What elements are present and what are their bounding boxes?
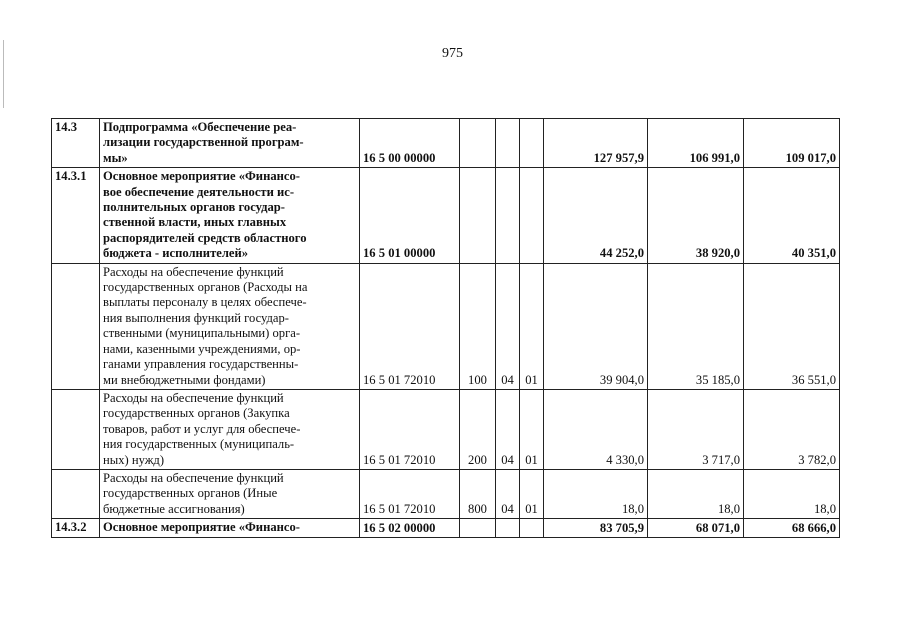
row-name-cell <box>100 469 360 518</box>
table-row <box>52 469 840 518</box>
row-name-line: Основное мероприятие «Финансо- <box>103 520 300 535</box>
row-pr-cell <box>520 519 544 538</box>
row-name-line: Подпрограмма «Обеспечение реа- <box>103 120 297 134</box>
row-name-line: государственных органов (Иные <box>103 486 278 501</box>
row-code-cell: 16 5 01 72010 <box>360 263 460 389</box>
row-value-3-cell: 109 017,0 <box>744 119 840 168</box>
row-name-line: Расходы на обеспечение функций <box>103 264 284 279</box>
row-name-line: ных) нужд) <box>103 452 165 467</box>
table-body <box>52 119 840 538</box>
row-rz-cell <box>496 519 520 538</box>
row-value-3-cell: 40 351,0 <box>744 168 840 263</box>
row-vr-cell <box>460 168 496 263</box>
row-value-3-cell: 68 666,0 <box>744 519 840 538</box>
row-name-line: бюджетные ассигнования) <box>103 501 245 516</box>
row-id-cell <box>52 469 100 518</box>
row-rz-cell: 04 <box>496 263 520 389</box>
row-name-line: ственными (муниципальными) орга- <box>103 326 301 341</box>
row-name-line: ния выполнения функций государ- <box>103 310 289 325</box>
row-vr-cell <box>460 119 496 168</box>
row-code-cell: 16 5 00 00000 <box>360 119 460 168</box>
row-name-line: Основное мероприятие «Финансо- <box>103 169 300 184</box>
row-pr-cell: 01 <box>520 469 544 518</box>
row-name-line: выплаты персоналу в целях обеспече- <box>103 295 307 310</box>
row-value-3-cell: 3 782,0 <box>744 389 840 469</box>
row-name-line: ния государственных (муниципаль- <box>103 437 295 452</box>
row-rz-cell <box>496 168 520 263</box>
page-number: 975 <box>442 46 463 61</box>
row-name-line: полнительных органов государ- <box>103 200 285 215</box>
row-value-3-cell: 18,0 <box>744 469 840 518</box>
row-name-line: ственной власти, иных главных <box>103 215 287 230</box>
row-value-1-cell: 4 330,0 <box>544 389 648 469</box>
row-name-cell <box>100 519 360 538</box>
row-name-line: государственных органов (Закупка <box>103 406 290 421</box>
row-name-line: нами, казенными учреждениями, ор- <box>103 341 301 356</box>
row-vr-cell: 200 <box>460 389 496 469</box>
row-name-cell <box>100 168 360 263</box>
row-name-line: Расходы на обеспечение функций <box>103 470 284 485</box>
row-name-cell <box>100 389 360 469</box>
row-value-3-cell: 36 551,0 <box>744 263 840 389</box>
row-name-line: бюджета - исполнителей» <box>103 246 249 261</box>
row-value-1-cell: 44 252,0 <box>544 168 648 263</box>
row-name-line: ганами управления государственны- <box>103 357 299 372</box>
row-value-2-cell: 68 071,0 <box>648 519 744 538</box>
table-row <box>52 119 840 168</box>
table-row <box>52 168 840 263</box>
row-name-line: распорядителей средств областного <box>103 230 307 245</box>
table-row <box>52 389 840 469</box>
row-name-line: лизации государственной програм- <box>103 135 304 150</box>
row-vr-cell: 100 <box>460 263 496 389</box>
row-name-line: мы» <box>103 150 128 165</box>
row-code-cell: 16 5 01 72010 <box>360 389 460 469</box>
row-value-2-cell: 106 991,0 <box>648 119 744 168</box>
row-value-2-cell: 35 185,0 <box>648 263 744 389</box>
row-rz-cell: 04 <box>496 469 520 518</box>
row-name-line: ми внебюджетными фондами) <box>103 372 266 387</box>
row-id-cell <box>52 389 100 469</box>
row-code-cell: 16 5 01 00000 <box>360 168 460 263</box>
row-value-2-cell: 38 920,0 <box>648 168 744 263</box>
row-rz-cell <box>496 119 520 168</box>
row-name-cell <box>100 119 360 168</box>
row-id-cell: 14.3.2 <box>52 519 100 538</box>
row-vr-cell <box>460 519 496 538</box>
row-id-cell: 14.3.1 <box>52 168 100 263</box>
row-value-1-cell: 83 705,9 <box>544 519 648 538</box>
row-pr-cell: 01 <box>520 263 544 389</box>
row-value-1-cell: 127 957,9 <box>544 119 648 168</box>
row-rz-cell: 04 <box>496 389 520 469</box>
row-pr-cell <box>520 119 544 168</box>
table-row <box>52 263 840 389</box>
row-value-2-cell: 18,0 <box>648 469 744 518</box>
row-name-line: вое обеспечение деятельности ис- <box>103 184 295 199</box>
row-name-cell <box>100 263 360 389</box>
row-name-line: товаров, работ и услуг для обеспече- <box>103 421 301 436</box>
row-value-1-cell: 39 904,0 <box>544 263 648 389</box>
row-name-line: Расходы на обеспечение функций <box>103 390 284 405</box>
row-code-cell: 16 5 02 00000 <box>360 519 460 538</box>
row-id-cell: 14.3 <box>52 119 100 168</box>
row-value-1-cell: 18,0 <box>544 469 648 518</box>
row-pr-cell: 01 <box>520 389 544 469</box>
row-name-line: государственных органов (Расходы на <box>103 280 308 295</box>
budget-table <box>51 118 840 538</box>
table-row <box>52 519 840 538</box>
row-code-cell: 16 5 01 72010 <box>360 469 460 518</box>
row-pr-cell <box>520 168 544 263</box>
row-id-cell <box>52 263 100 389</box>
row-vr-cell: 800 <box>460 469 496 518</box>
row-value-2-cell: 3 717,0 <box>648 389 744 469</box>
